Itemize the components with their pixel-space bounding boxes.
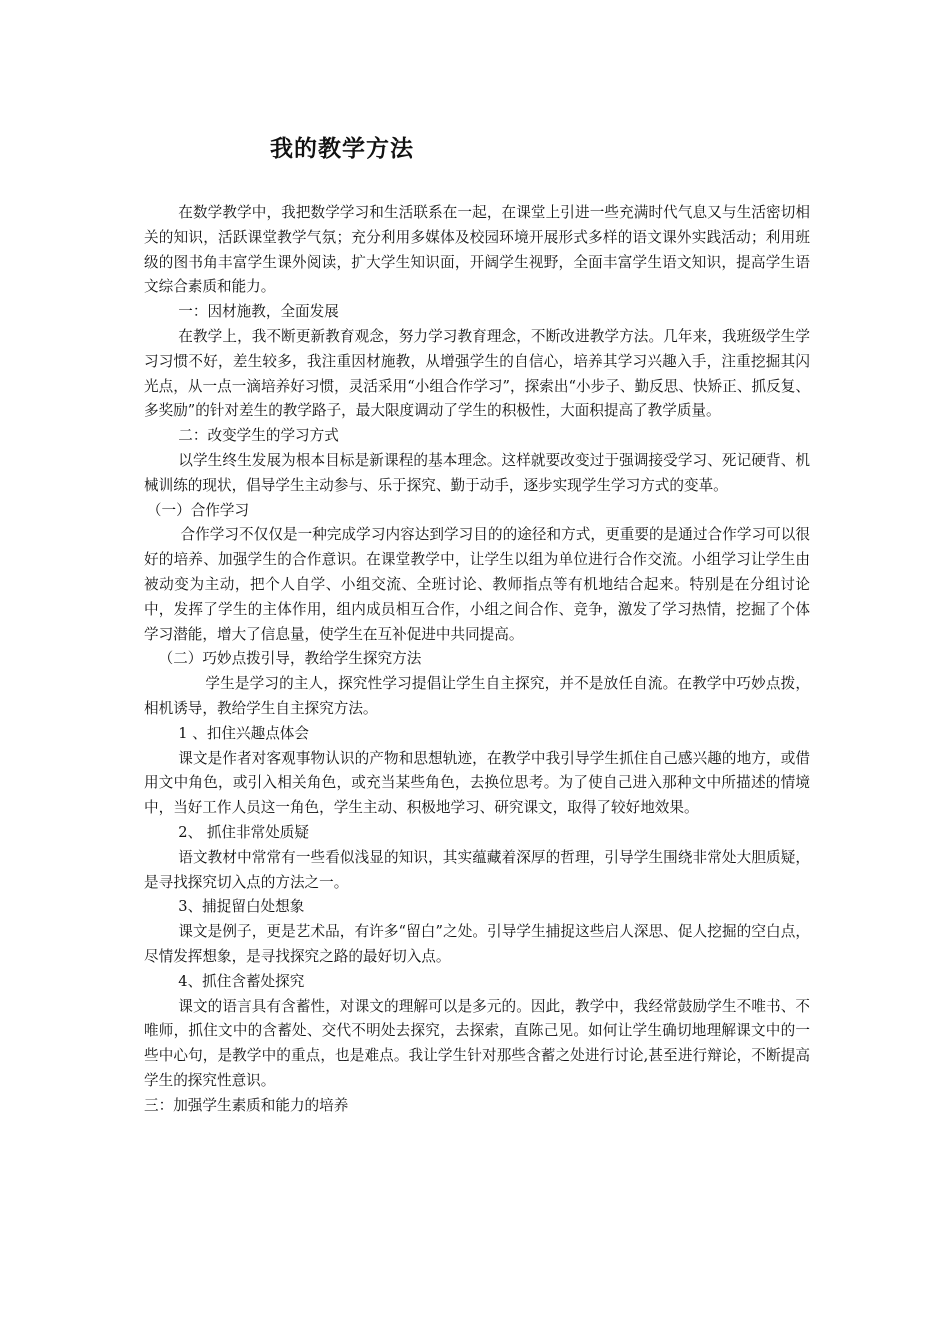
paragraph-section-1: 在教学上，我不断更新教育观念，努力学习教育理念，不断改进教学方法。几年来，我班级学生学习习惯不好，差生较多，我注重因材施教，从增强学生的自信心，培养其学习兴趣入手，注重挖掘其闪光点，从一点一滴培养好习惯，灵活采用“小组合作学习”，探索出“小步子、勤反思、快矫正、抓反复、多奖励”的针对差生的教学路子，最大限度调动了学生的积极性，大面积提高了教学质量。	[144, 327, 810, 420]
paragraph-intro: 在数学教学中，我把数学学习和生活联系在一起，在课堂上引进一些充满时代气息又与生活密切相关的知识，活跃课堂教学气氛；充分利用多媒体及校园环境开展形式多样的语文课外实践活动；利用班级的图书角丰富学生课外阅读，扩大学生知识面，开阔学生视野，全面丰富学生语文知识，提高学生语文综合素质和能力。	[144, 204, 810, 296]
subsection-heading-1: （一）合作学习	[146, 501, 250, 519]
paragraph-point-4: 课文的语言具有含蓄性，对课文的理解可以是多元的。因此，教学中，我经常鼓励学生不唯书、不唯师，抓住文中的含蓄处、交代不明处去探究，去探索，直陈己见。如何让学生确切地理解课文中的一些中心句，是教学中的重点，也是难点。我让学生针对那些含蓄之处进行讨论,甚至进行辩论，不断提高学生的探究性意识。	[144, 997, 810, 1089]
subsection-heading-2: （二）巧妙点拨引导，教给学生探究方法	[158, 650, 422, 668]
document-title: 我的教学方法	[270, 136, 414, 162]
document-body	[144, 201, 810, 1118]
section-heading-3: 三：加强学生素质和能力的培养	[144, 1096, 349, 1114]
paragraph-point-2: 语文教材中常常有一些看似浅显的知识，其实蕴藏着深厚的哲理，引导学生围绕非常处大胆质疑，是寻找探究切入点的方法之一。	[144, 848, 810, 891]
paragraph-section-2: 以学生终生发展为根本目标是新课程的基本理念。这样就要改变过于强调接受学习、死记硬背、机械训练的现状，倡导学生主动参与、乐于探究、勤于动手，逐步实现学生学习方式的变革。	[144, 451, 810, 494]
paragraph-cooperative-learning: 合作学习不仅仅是一种完成学习内容达到学习目的的途径和方式，更重要的是通过合作学习可以很好的培养、加强学生的合作意识。在课堂教学中，让学生以组为单位进行合作交流。小组学习让学生由被动变为主动，把个人自学、小组交流、全班讨论、教师指点等有机地结合起来。特别是在分组讨论中，发挥了学生的主体作用，组内成员相互合作，小组之间合作、竞争，激发了学习热情，挖掘了个体学习潜能，增大了信息量，使学生在互补促进中共同提高。	[144, 526, 810, 643]
point-heading-1: 1 、扣住兴趣点体会	[178, 724, 309, 742]
point-heading-2: 2、 抓住非常处质疑	[178, 823, 309, 841]
section-heading-1: 一：因材施教，全面发展	[178, 303, 339, 321]
paragraph-point-3: 课文是例子，更是艺术品，有许多“留白”之处。引导学生捕捉这些启人深思、促人挖掘的空白点，尽情发挥想象，是寻找探究之路的最好切入点。	[144, 923, 810, 965]
paragraph-guidance: 学生是学习的主人，探究性学习提倡让学生自主探究，并不是放任自流。在教学中巧妙点拨，相机诱导，教给学生自主探究方法。	[144, 675, 810, 717]
point-heading-3: 3、捕捉留白处想象	[178, 898, 305, 916]
point-heading-4: 4、抓住含蓄处探究	[178, 972, 305, 990]
paragraph-point-1: 课文是作者对客观事物认识的产物和思想轨迹，在教学中我引导学生抓住自己感兴趣的地方，或借用文中角色，或引入相关角色，或充当某些角色，去换位思考。为了使自己进入那种文中所描述的情境中，当好工作人员这一角色，学生主动、积极地学习、研究课文，取得了较好地效果。	[144, 749, 810, 817]
section-heading-2: 二：改变学生的学习方式	[178, 427, 339, 445]
